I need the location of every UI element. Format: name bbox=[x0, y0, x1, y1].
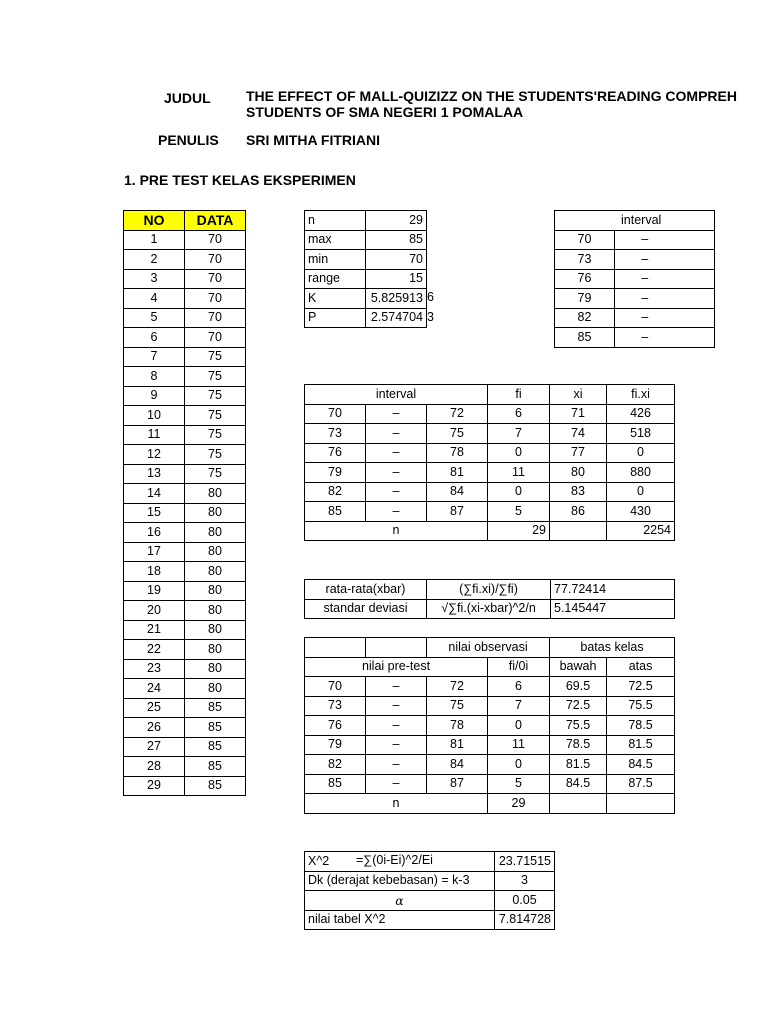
obs-atas: 75.5 bbox=[607, 696, 675, 716]
chi-alpha-value: 0.05 bbox=[495, 891, 555, 911]
row-no: 8 bbox=[124, 367, 185, 387]
obs-frequency: 0 bbox=[488, 716, 550, 736]
freq-total-fi: 29 bbox=[488, 521, 550, 541]
penulis-label: PENULIS bbox=[158, 132, 219, 148]
freq-fi: 7 bbox=[488, 424, 550, 444]
table-row bbox=[305, 424, 675, 444]
table-row bbox=[555, 308, 715, 328]
table-row bbox=[305, 502, 675, 522]
obs-atas: 72.5 bbox=[607, 677, 675, 697]
freq-interval-end: 72 bbox=[427, 404, 488, 424]
row-data: 80 bbox=[185, 581, 246, 601]
chi-dk-label: Dk (derajat kebebasan) = k-3 bbox=[305, 871, 495, 891]
freq-interval-end: 87 bbox=[427, 502, 488, 522]
freq-fi: 11 bbox=[488, 463, 550, 483]
judul-line-2: STUDENTS OF SMA NEGERI 1 POMALAA bbox=[246, 104, 524, 120]
stat-value: 5.825913 bbox=[366, 289, 427, 309]
freq-interval-dash: – bbox=[366, 443, 427, 463]
stat-value: 70 bbox=[366, 250, 427, 270]
row-no: 6 bbox=[124, 328, 185, 348]
freq-interval-dash: – bbox=[366, 404, 427, 424]
obs-interval-end: 72 bbox=[427, 677, 488, 697]
table-row bbox=[124, 250, 246, 270]
table-row bbox=[124, 347, 246, 367]
freq-total-xi bbox=[550, 521, 607, 541]
mean-table bbox=[304, 579, 675, 619]
row-no: 16 bbox=[124, 523, 185, 543]
row-no: 4 bbox=[124, 289, 185, 309]
stat-value: 15 bbox=[366, 269, 427, 289]
row-data: 85 bbox=[185, 698, 246, 718]
obs-frequency: 0 bbox=[488, 755, 550, 775]
row-data: 70 bbox=[185, 250, 246, 270]
freq-interval-start: 76 bbox=[305, 443, 366, 463]
row-no: 26 bbox=[124, 718, 185, 738]
obs-interval-dash: – bbox=[366, 696, 427, 716]
freq-fixi: 880 bbox=[607, 463, 675, 483]
row-no: 23 bbox=[124, 659, 185, 679]
obs-interval-dash: – bbox=[366, 677, 427, 697]
interval-start: 70 bbox=[555, 230, 615, 250]
freq-interval-dash: – bbox=[366, 463, 427, 483]
obs-table-wrap bbox=[304, 637, 674, 817]
table-row bbox=[124, 386, 246, 406]
interval-dash: – bbox=[615, 289, 675, 309]
mean-table-wrap bbox=[304, 579, 674, 621]
stat-label: range bbox=[305, 269, 366, 289]
freq-fixi: 426 bbox=[607, 404, 675, 424]
table-row bbox=[124, 484, 246, 504]
obs-interval-start: 73 bbox=[305, 696, 366, 716]
freq-interval-start: 70 bbox=[305, 404, 366, 424]
table-row bbox=[124, 503, 246, 523]
col-no-header: NO bbox=[124, 211, 185, 231]
row-no: 15 bbox=[124, 503, 185, 523]
table-row bbox=[555, 289, 715, 309]
judul-label: JUDUL bbox=[164, 90, 211, 106]
table-row bbox=[124, 523, 246, 543]
obs-interval-start: 79 bbox=[305, 735, 366, 755]
stat-extra bbox=[426, 269, 434, 289]
interval-end bbox=[675, 328, 715, 348]
interval-dash: – bbox=[615, 269, 675, 289]
obs-bawah: 72.5 bbox=[550, 696, 607, 716]
row-no: 3 bbox=[124, 269, 185, 289]
table-row bbox=[124, 308, 246, 328]
freq-interval-header: interval bbox=[305, 385, 488, 405]
stat-value: 29 bbox=[366, 211, 427, 231]
obs-total-row bbox=[305, 794, 675, 814]
obs-total-empty-2 bbox=[607, 794, 675, 814]
freq-table-wrap bbox=[304, 384, 674, 544]
table-row bbox=[305, 269, 427, 289]
table-row bbox=[124, 406, 246, 426]
row-no: 22 bbox=[124, 640, 185, 660]
table-row bbox=[124, 367, 246, 387]
row-no: 18 bbox=[124, 562, 185, 582]
chi-x2-cell bbox=[305, 852, 495, 872]
freq-interval-end: 78 bbox=[427, 443, 488, 463]
freq-xi-header: xi bbox=[550, 385, 607, 405]
obs-interval-end: 78 bbox=[427, 716, 488, 736]
interval-right-header: interval bbox=[555, 211, 715, 231]
table-row bbox=[124, 698, 246, 718]
stat-label: max bbox=[305, 230, 366, 250]
obs-interval-end: 81 bbox=[427, 735, 488, 755]
obs-nilai-observasi-header: nilai observasi bbox=[427, 638, 550, 658]
row-data: 80 bbox=[185, 620, 246, 640]
obs-interval-end: 87 bbox=[427, 774, 488, 794]
row-no: 7 bbox=[124, 347, 185, 367]
table-row bbox=[305, 677, 675, 697]
interval-dash: – bbox=[615, 230, 675, 250]
obs-pretest-header: nilai pre-test bbox=[305, 657, 488, 677]
table-row bbox=[124, 601, 246, 621]
interval-start: 73 bbox=[555, 250, 615, 270]
obs-interval-end: 84 bbox=[427, 755, 488, 775]
row-no: 25 bbox=[124, 698, 185, 718]
table-row bbox=[124, 328, 246, 348]
obs-total-empty-1 bbox=[550, 794, 607, 814]
table-row bbox=[124, 230, 246, 250]
interval-right-table bbox=[554, 210, 715, 348]
interval-end bbox=[675, 308, 715, 328]
obs-frequency: 5 bbox=[488, 774, 550, 794]
row-data: 75 bbox=[185, 386, 246, 406]
table-row bbox=[305, 735, 675, 755]
table-row bbox=[124, 562, 246, 582]
obs-table bbox=[304, 637, 675, 814]
row-data: 85 bbox=[185, 757, 246, 777]
freq-fi: 0 bbox=[488, 443, 550, 463]
chi-table bbox=[304, 851, 555, 930]
data-table-header bbox=[124, 211, 246, 231]
table-row bbox=[555, 269, 715, 289]
row-no: 19 bbox=[124, 581, 185, 601]
table-row bbox=[124, 718, 246, 738]
table-row bbox=[305, 774, 675, 794]
table-row bbox=[124, 542, 246, 562]
freq-interval-start: 82 bbox=[305, 482, 366, 502]
obs-frequency: 7 bbox=[488, 696, 550, 716]
chi-dk-value: 3 bbox=[495, 871, 555, 891]
obs-interval-dash: – bbox=[366, 716, 427, 736]
obs-bawah: 84.5 bbox=[550, 774, 607, 794]
sd-value: 5.145447 bbox=[551, 599, 675, 619]
row-data: 80 bbox=[185, 640, 246, 660]
row-data: 75 bbox=[185, 464, 246, 484]
judul-line-1: THE EFFECT OF MALL-QUIZIZZ ON THE STUDENTS'READING COMPREH bbox=[246, 88, 737, 104]
freq-xi: 86 bbox=[550, 502, 607, 522]
row-data: 75 bbox=[185, 367, 246, 387]
table-row bbox=[305, 308, 427, 328]
freq-interval-end: 84 bbox=[427, 482, 488, 502]
obs-interval-end: 75 bbox=[427, 696, 488, 716]
table-row bbox=[124, 757, 246, 777]
mean-value: 77.72414 bbox=[551, 580, 675, 600]
chi-tabel-label: nilai tabel X^2 bbox=[305, 910, 495, 930]
row-no: 1 bbox=[124, 230, 185, 250]
col-data-header: DATA bbox=[185, 211, 246, 231]
interval-start: 82 bbox=[555, 308, 615, 328]
obs-bawah: 78.5 bbox=[550, 735, 607, 755]
table-row bbox=[124, 737, 246, 757]
chi-tabel-value: 7.814728 bbox=[495, 910, 555, 930]
table-row bbox=[124, 464, 246, 484]
freq-interval-end: 81 bbox=[427, 463, 488, 483]
obs-atas-header: atas bbox=[607, 657, 675, 677]
obs-interval-start: 70 bbox=[305, 677, 366, 697]
table-row bbox=[305, 716, 675, 736]
obs-total-f: 29 bbox=[488, 794, 550, 814]
section-title: 1. PRE TEST KELAS EKSPERIMEN bbox=[124, 172, 356, 188]
freq-fixi: 518 bbox=[607, 424, 675, 444]
obs-interval-dash: – bbox=[366, 774, 427, 794]
stat-extra bbox=[426, 230, 434, 250]
obs-bawah: 81.5 bbox=[550, 755, 607, 775]
obs-atas: 78.5 bbox=[607, 716, 675, 736]
obs-empty-2 bbox=[366, 638, 427, 658]
row-no: 10 bbox=[124, 406, 185, 426]
freq-table bbox=[304, 384, 675, 541]
obs-interval-start: 82 bbox=[305, 755, 366, 775]
table-row bbox=[305, 696, 675, 716]
row-no: 2 bbox=[124, 250, 185, 270]
interval-start: 76 bbox=[555, 269, 615, 289]
stat-label: min bbox=[305, 250, 366, 270]
row-no: 14 bbox=[124, 484, 185, 504]
obs-interval-dash: – bbox=[366, 735, 427, 755]
row-data: 75 bbox=[185, 425, 246, 445]
stat-extra bbox=[426, 249, 434, 269]
table-row bbox=[305, 230, 427, 250]
stat-extra: 6 bbox=[427, 290, 434, 304]
table-row bbox=[305, 443, 675, 463]
interval-end bbox=[675, 289, 715, 309]
row-data: 80 bbox=[185, 523, 246, 543]
stats-extra-column bbox=[426, 210, 434, 327]
obs-interval-start: 76 bbox=[305, 716, 366, 736]
table-row bbox=[305, 755, 675, 775]
data-table bbox=[123, 210, 246, 796]
stat-value: 85 bbox=[366, 230, 427, 250]
freq-total-fixi: 2254 bbox=[607, 521, 675, 541]
row-data: 85 bbox=[185, 737, 246, 757]
row-no: 24 bbox=[124, 679, 185, 699]
table-row bbox=[124, 425, 246, 445]
freq-fixi: 0 bbox=[607, 482, 675, 502]
row-data: 75 bbox=[185, 347, 246, 367]
obs-empty-1 bbox=[305, 638, 366, 658]
row-data: 70 bbox=[185, 289, 246, 309]
row-data: 80 bbox=[185, 503, 246, 523]
table-row bbox=[124, 581, 246, 601]
table-row bbox=[124, 776, 246, 796]
chi-x2-label: X^2 bbox=[308, 853, 330, 868]
penulis-value: SRI MITHA FITRIANI bbox=[246, 132, 381, 148]
table-row bbox=[124, 620, 246, 640]
freq-fi-header: fi bbox=[488, 385, 550, 405]
chi-x2-formula: =∑(0i-Ei)^2/Ei bbox=[356, 853, 433, 867]
freq-xi: 80 bbox=[550, 463, 607, 483]
freq-fixi: 430 bbox=[607, 502, 675, 522]
obs-atas: 87.5 bbox=[607, 774, 675, 794]
row-data: 80 bbox=[185, 601, 246, 621]
table-row bbox=[305, 404, 675, 424]
table-row bbox=[555, 328, 715, 348]
table-row bbox=[124, 269, 246, 289]
freq-xi: 83 bbox=[550, 482, 607, 502]
freq-interval-end: 75 bbox=[427, 424, 488, 444]
table-row bbox=[124, 640, 246, 660]
obs-bawah: 75.5 bbox=[550, 716, 607, 736]
freq-interval-dash: – bbox=[366, 424, 427, 444]
row-data: 70 bbox=[185, 269, 246, 289]
freq-interval-start: 85 bbox=[305, 502, 366, 522]
stat-label: K bbox=[305, 289, 366, 309]
stat-value: 2.574704 bbox=[366, 308, 427, 328]
interval-end bbox=[675, 250, 715, 270]
freq-fixi: 0 bbox=[607, 443, 675, 463]
row-no: 20 bbox=[124, 601, 185, 621]
chi-x2-value: 23.71515 bbox=[495, 852, 555, 872]
table-row bbox=[305, 463, 675, 483]
freq-fi: 5 bbox=[488, 502, 550, 522]
freq-interval-start: 73 bbox=[305, 424, 366, 444]
chi-alpha-label: 𝛼 bbox=[305, 891, 495, 911]
row-no: 27 bbox=[124, 737, 185, 757]
interval-dash: – bbox=[615, 328, 675, 348]
freq-xi: 77 bbox=[550, 443, 607, 463]
freq-interval-dash: – bbox=[366, 502, 427, 522]
row-data: 80 bbox=[185, 542, 246, 562]
mean-label: rata-rata(xbar) bbox=[305, 580, 427, 600]
freq-xi: 74 bbox=[550, 424, 607, 444]
freq-interval-dash: – bbox=[366, 482, 427, 502]
sd-formula: √∑fi.(xi-xbar)^2/n bbox=[427, 599, 551, 619]
table-row bbox=[305, 482, 675, 502]
interval-dash: – bbox=[615, 250, 675, 270]
table-row bbox=[305, 211, 427, 231]
row-data: 75 bbox=[185, 445, 246, 465]
row-no: 21 bbox=[124, 620, 185, 640]
freq-fixi-header: fi.xi bbox=[607, 385, 675, 405]
obs-atas: 81.5 bbox=[607, 735, 675, 755]
row-data: 80 bbox=[185, 562, 246, 582]
row-no: 13 bbox=[124, 464, 185, 484]
row-data: 80 bbox=[185, 659, 246, 679]
obs-frequency: 11 bbox=[488, 735, 550, 755]
obs-atas: 84.5 bbox=[607, 755, 675, 775]
row-data: 85 bbox=[185, 776, 246, 796]
table-row bbox=[124, 659, 246, 679]
row-data: 70 bbox=[185, 230, 246, 250]
row-data: 80 bbox=[185, 484, 246, 504]
stat-extra bbox=[426, 210, 434, 230]
stat-label: P bbox=[305, 308, 366, 328]
stat-extra: 3 bbox=[427, 309, 434, 324]
interval-right-wrap bbox=[554, 210, 674, 350]
table-row bbox=[555, 250, 715, 270]
freq-interval-start: 79 bbox=[305, 463, 366, 483]
row-data: 80 bbox=[185, 679, 246, 699]
obs-total-label: n bbox=[305, 794, 488, 814]
stats-table bbox=[304, 210, 427, 328]
interval-start: 85 bbox=[555, 328, 615, 348]
freq-fi: 0 bbox=[488, 482, 550, 502]
obs-frequency: 6 bbox=[488, 677, 550, 697]
obs-interval-start: 85 bbox=[305, 774, 366, 794]
interval-end bbox=[675, 230, 715, 250]
row-no: 12 bbox=[124, 445, 185, 465]
freq-total-label: n bbox=[305, 521, 488, 541]
obs-bawah: 69.5 bbox=[550, 677, 607, 697]
row-no: 11 bbox=[124, 425, 185, 445]
interval-end bbox=[675, 269, 715, 289]
row-no: 17 bbox=[124, 542, 185, 562]
table-row bbox=[305, 250, 427, 270]
table-row bbox=[555, 230, 715, 250]
row-no: 5 bbox=[124, 308, 185, 328]
table-row bbox=[305, 289, 427, 309]
mean-formula: (∑fi.xi)/∑fi) bbox=[427, 580, 551, 600]
table-row bbox=[124, 679, 246, 699]
freq-total-row bbox=[305, 521, 675, 541]
row-no: 9 bbox=[124, 386, 185, 406]
row-no: 28 bbox=[124, 757, 185, 777]
stat-label: n bbox=[305, 211, 366, 231]
row-data: 70 bbox=[185, 308, 246, 328]
interval-dash: – bbox=[615, 308, 675, 328]
sd-label: standar deviasi bbox=[305, 599, 427, 619]
obs-interval-dash: – bbox=[366, 755, 427, 775]
row-data: 75 bbox=[185, 406, 246, 426]
freq-fi: 6 bbox=[488, 404, 550, 424]
obs-bawah-header: bawah bbox=[550, 657, 607, 677]
obs-fi0i-header: fi/0i bbox=[488, 657, 550, 677]
interval-start: 79 bbox=[555, 289, 615, 309]
row-data: 70 bbox=[185, 328, 246, 348]
row-no: 29 bbox=[124, 776, 185, 796]
freq-xi: 71 bbox=[550, 404, 607, 424]
table-row bbox=[124, 445, 246, 465]
row-data: 85 bbox=[185, 718, 246, 738]
table-row bbox=[124, 289, 246, 309]
obs-batas-kelas-header: batas kelas bbox=[550, 638, 675, 658]
